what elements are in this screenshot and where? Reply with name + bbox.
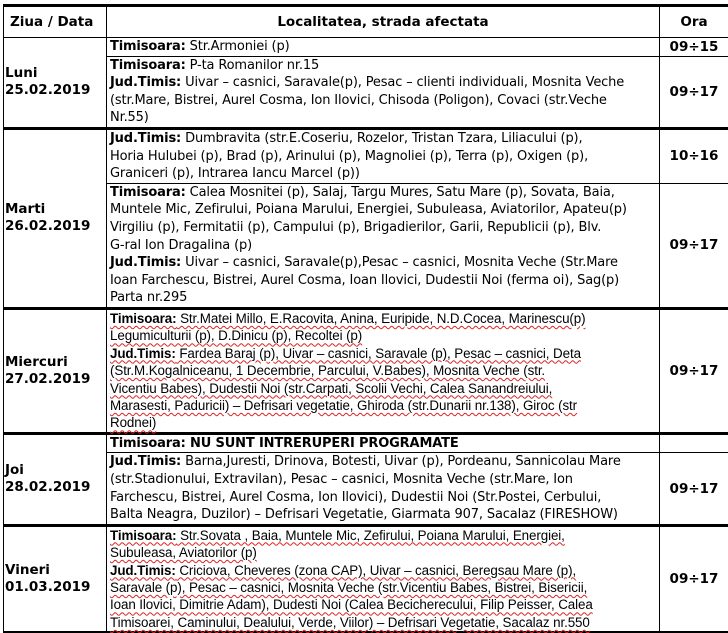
affected-locations-cell [107, 128, 660, 183]
table-body [4, 38, 728, 633]
affected-locations-cell [107, 308, 660, 433]
header-day-date: Ziua / Data [4, 6, 107, 38]
hours-cell: 09÷17 [660, 308, 728, 433]
location-line [110, 57, 656, 75]
location-line [110, 92, 656, 110]
area-label: Timisoara: [110, 528, 176, 543]
area-label: Timisoara: [110, 436, 186, 451]
location-line [110, 345, 656, 362]
street-list: P-ta Romanilor nr.15 [186, 58, 319, 73]
location-line [110, 184, 656, 202]
location-line [110, 327, 656, 344]
street-list: Ioan Farchescu, Bistrei, Aurel Cosma, Ioan Ilovici, Dudestii Noi (ferma oi), Sag(p) [110, 273, 619, 288]
location-line [110, 527, 656, 544]
table-row [4, 308, 728, 433]
street-list: Virgiliu (p), Fermitatii (p), Campului (p), Brigadierilor, Garii, Republicii (p), Blv. [110, 220, 601, 235]
location-line [110, 272, 656, 290]
location-line [110, 380, 656, 397]
location-line [110, 614, 656, 631]
location-line [110, 579, 656, 596]
location-line [110, 74, 656, 92]
area-label: Jud.Timis: [110, 255, 181, 270]
table-row [4, 56, 728, 128]
affected-locations-cell [107, 453, 660, 525]
affected-locations-cell [107, 433, 660, 453]
day-name: Luni [5, 65, 103, 82]
location-line [110, 362, 656, 379]
area-label: Timisoara: [110, 185, 186, 200]
hours-cell: 09÷17 [660, 56, 728, 128]
street-list: Farchescu, Bistrei, Aurel Cosma, Ion Ilovici), Dudestii Noi (Str.Postei, Cerbului, [110, 490, 601, 505]
street-list: Dumbravita (str.E.Coseriu, Rozelor, Tristan Tzara, Liliacului (p), [181, 131, 582, 146]
day-name: Marti [5, 201, 103, 218]
street-list: Timisoarei, Caminului, Dealului, Verde, Viilor) – Defrisari Vegetatie, Sacalaz nr.550 [110, 615, 590, 630]
street-list: Nr.55) [110, 110, 149, 125]
table-header-row [4, 6, 728, 38]
day-date-cell [4, 128, 107, 308]
street-list: (str.Mare, Bistrei, Aurel Cosma, Ion Ilovici, Chisoda (Poligon), Covaci (str.Veche [110, 93, 607, 108]
day-date: 26.02.2019 [5, 218, 103, 235]
street-list: Legumiculturii (p), D.Dinicu (p), Recoltei (p) [110, 328, 362, 343]
day-date-cell [4, 433, 107, 525]
area-label: Jud.Timis: [110, 75, 181, 90]
street-list: Rodnei) [110, 415, 156, 430]
hours-cell: 10÷16 [660, 128, 728, 183]
area-label: Timisoara: [110, 39, 186, 54]
day-date: 28.02.2019 [5, 479, 103, 496]
street-list: Vicentiu Babes), Dudestii Noi (str.Carpati, Scolii Vechi, Calea Sanandreiului, [110, 381, 552, 396]
location-line [110, 165, 656, 183]
day-name: Miercuri [5, 354, 103, 371]
location-line [110, 506, 656, 524]
table-row [4, 433, 728, 453]
area-label: Jud.Timis: [110, 131, 181, 146]
day-date-cell [4, 308, 107, 433]
location-line [110, 471, 656, 489]
location-line [110, 453, 656, 471]
hours-cell: 09÷15 [660, 38, 728, 57]
location-line [110, 562, 656, 579]
area-label: Timisoara: [110, 58, 186, 73]
day-date: 01.03.2019 [5, 579, 103, 596]
street-list: Calea Mosnitei (p), Salaj, Targu Mures, Satu Mare (p), Sovata, Baia, [186, 185, 615, 200]
table-row [4, 38, 728, 57]
area-label: Jud.Timis: [110, 563, 176, 578]
affected-locations-cell [107, 56, 660, 128]
header-location: Localitatea, strada afectata [107, 6, 660, 38]
location-line [110, 237, 656, 255]
location-line [110, 130, 656, 148]
street-list: Uivar – casnici, Saravale(p),Pesac – casnici, Mosnita Veche (Str.Mare [181, 255, 618, 270]
street-list: Subuleasa, Aviatorilor (p) [110, 545, 257, 560]
street-list: Str.Sovata , Baia, Muntele Mic, Zefirului, Poiana Marului, Energiei, [176, 528, 564, 543]
day-name: Vineri [5, 562, 103, 579]
day-name: Joi [5, 462, 103, 479]
street-list: Parta nr.295 [110, 290, 187, 305]
location-line [110, 397, 656, 414]
affected-locations-cell [107, 38, 660, 57]
street-list: Saravale (p), Pesac – casnici, Mosnita Veche (str.Vicentiu Babes, Bistrei, Bisericii, [110, 580, 587, 595]
street-list: Balta Neagra, Duzilor) – Defrisari Vegetatie, Giarmata 907, Sacalaz (FIRESHOW) [110, 507, 618, 522]
affected-locations-cell [107, 183, 660, 308]
street-list: NU SUNT INTRERUPERI PROGRAMATE [186, 436, 459, 451]
hours-cell [660, 433, 728, 453]
street-list: Str.Matei Millo, E.Racovita, Anina, Euripide, N.D.Cocea, Marinescu(p) [176, 311, 585, 326]
location-line [110, 435, 656, 453]
street-list: Ioan Ilovici, Dimitrie Adam), Dudesti Noi (Calea Becicherecului, Filip Peisser, Calea [110, 597, 593, 612]
street-list: Horia Hulubei (p), Brad (p), Arinului (p), Magnoliei (p), Terra (p), Oxigen (p), [110, 149, 588, 164]
location-line [110, 219, 656, 237]
street-list: (str.Stadionului, Extravilan), Pesac – casnici, Mosnita Veche (str.Mare, Ion [110, 472, 573, 487]
street-list: Criciova, Cheveres (zona CAP), Uivar – casnici, Beregsau Mare (p), [176, 563, 576, 578]
table-row [4, 453, 728, 525]
street-list: (Str.M.Kogalniceanu, 1 Decembrie, Parcului, V.Babes), Mosnita Veche (str. [110, 363, 545, 378]
street-list: Muntele Mic, Zefirului, Poiana Marului, Energiei, Subuleasa, Aviatorilor, Apateu(p) [110, 202, 627, 217]
header-hours: Ora [660, 6, 728, 38]
day-date: 27.02.2019 [5, 371, 103, 388]
location-line [110, 148, 656, 166]
street-list: Barna,Juresti, Drinova, Botesti, Uivar (p), Pordeanu, Sannicolau Mare [181, 454, 621, 469]
hours-cell: 09÷17 [660, 453, 728, 525]
street-list: Marasesti, Paduricii) – Defrisari vegetatie, Ghiroda (str.Dunarii nr.138), Giroc (str [110, 398, 577, 413]
table-row [4, 183, 728, 308]
area-label: Jud.Timis: [110, 454, 181, 469]
location-line [110, 310, 656, 327]
hours-cell: 09÷17 [660, 525, 728, 632]
day-date-cell [4, 38, 107, 129]
day-date: 25.02.2019 [5, 82, 103, 99]
street-list: Uivar – casnici, Saravale(p), Pesac – clienti individuali, Mosnita Veche [181, 75, 624, 90]
hours-cell: 09÷17 [660, 183, 728, 308]
outage-schedule-table [3, 4, 728, 633]
area-label: Timisoara: [110, 311, 176, 326]
area-label: Jud.Timis: [110, 346, 176, 361]
location-line [110, 489, 656, 507]
street-list: Fardea Baraj (p), Uivar – casnici, Saravale (p), Pesac – casnici, Deta [176, 346, 581, 361]
location-line [110, 289, 656, 307]
street-list: G-ral Ion Dragalina (p) [110, 238, 252, 253]
location-line [110, 544, 656, 561]
street-list: Graniceri (p), Intrarea Iancu Marcel (p)) [110, 166, 360, 181]
location-line [110, 38, 656, 56]
street-list: Str.Armoniei (p) [186, 39, 290, 54]
location-line [110, 596, 656, 613]
location-line [110, 201, 656, 219]
location-line [110, 109, 656, 127]
location-line [110, 254, 656, 272]
table-row [4, 128, 728, 183]
location-line [110, 414, 656, 431]
